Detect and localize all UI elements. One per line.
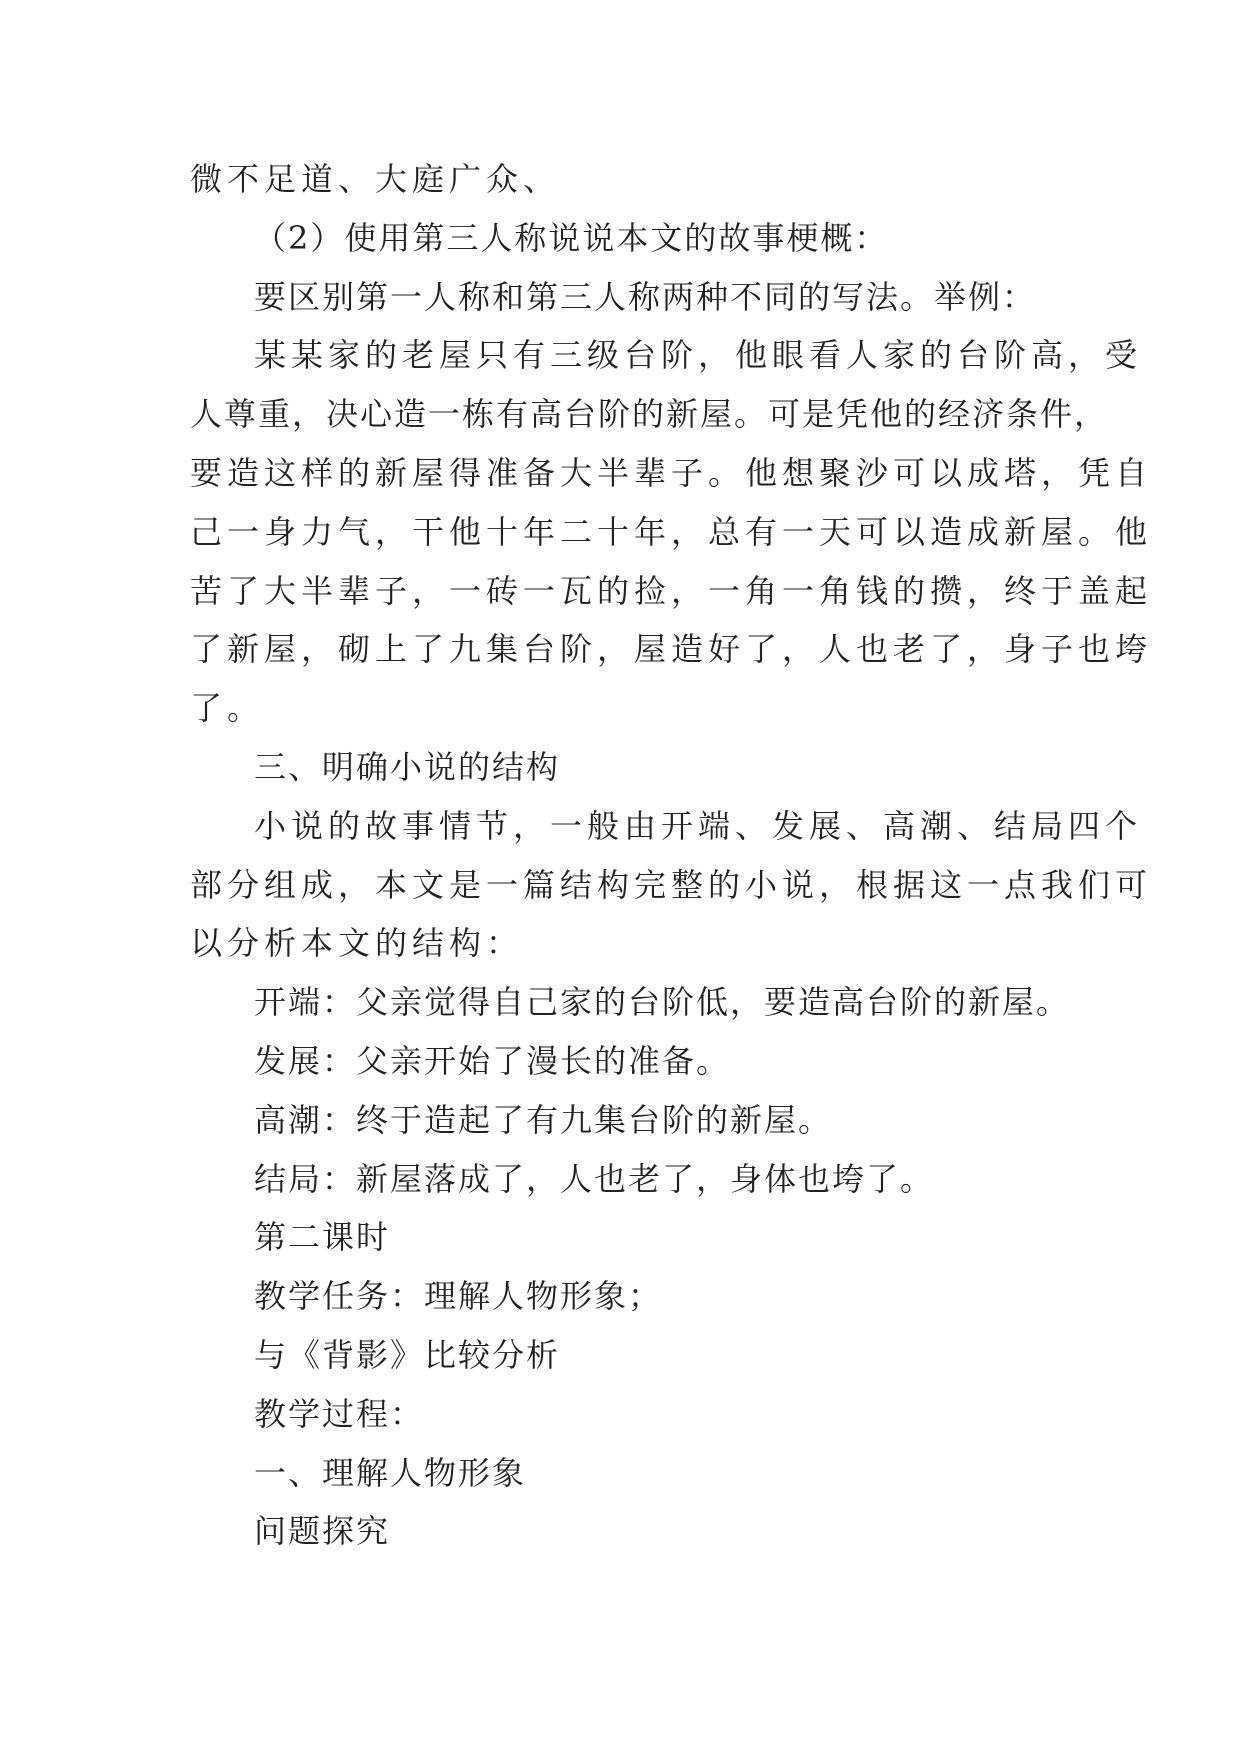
paragraph-line: 了。 — [190, 689, 265, 728]
paragraph-line: 小说的故事情节，一般由开端、发展、高潮、结局四个 — [254, 806, 1143, 845]
paragraph-line: 人尊重，决心造一栋有高台阶的新屋。可是凭他的经济条件， — [190, 395, 1109, 434]
document-page — [190, 150, 1153, 1561]
text-line: 问题探究 — [254, 1512, 391, 1551]
paragraph-line: 某某家的老屋只有三级台阶，他眼看人家的台阶高，受 — [254, 336, 1143, 375]
paragraph-line: 部分组成，本文是一篇结构完整的小说，根据这一点我们可 — [190, 865, 1153, 904]
paragraph-line: 了新屋，砌上了九集台阶，屋造好了，人也老了，身子也垮 — [190, 630, 1153, 669]
structure-item: 高潮：终于造起了有九集台阶的新屋。 — [254, 1100, 833, 1139]
text-line: 要区别第一人称和第三人称两种不同的写法。举例： — [254, 277, 1037, 316]
subheading: （2）使用第三人称说说本文的故事梗概： — [254, 218, 889, 257]
lesson-heading: 第二课时 — [254, 1218, 391, 1257]
section-heading: 三、明确小说的结构 — [254, 747, 561, 786]
text-line: 微不足道、大庭广众、 — [190, 160, 561, 198]
structure-item: 发展：父亲开始了漫长的准备。 — [254, 1041, 731, 1080]
section-heading: 一、理解人物形象 — [254, 1453, 527, 1492]
paragraph-line: 要造这样的新屋得准备大半辈子。他想聚沙可以成塔，凭自 — [190, 453, 1153, 492]
text-line: 教学过程： — [254, 1394, 425, 1433]
paragraph-line: 以分析本文的结构： — [190, 924, 524, 963]
paragraph-line: 苦了大半辈子，一砖一瓦的捡，一角一角钱的攒，终于盖起 — [190, 571, 1153, 610]
structure-item: 结局：新屋落成了，人也老了，身体也垮了。 — [254, 1159, 935, 1198]
text-line: 教学任务：理解人物形象； — [254, 1277, 663, 1316]
text-line: 与《背影》比较分析 — [254, 1335, 561, 1374]
structure-item: 开端：父亲觉得自己家的台阶低，要造高台阶的新屋。 — [254, 983, 1071, 1022]
paragraph-line: 己一身力气，干他十年二十年，总有一天可以造成新屋。他 — [190, 512, 1153, 551]
